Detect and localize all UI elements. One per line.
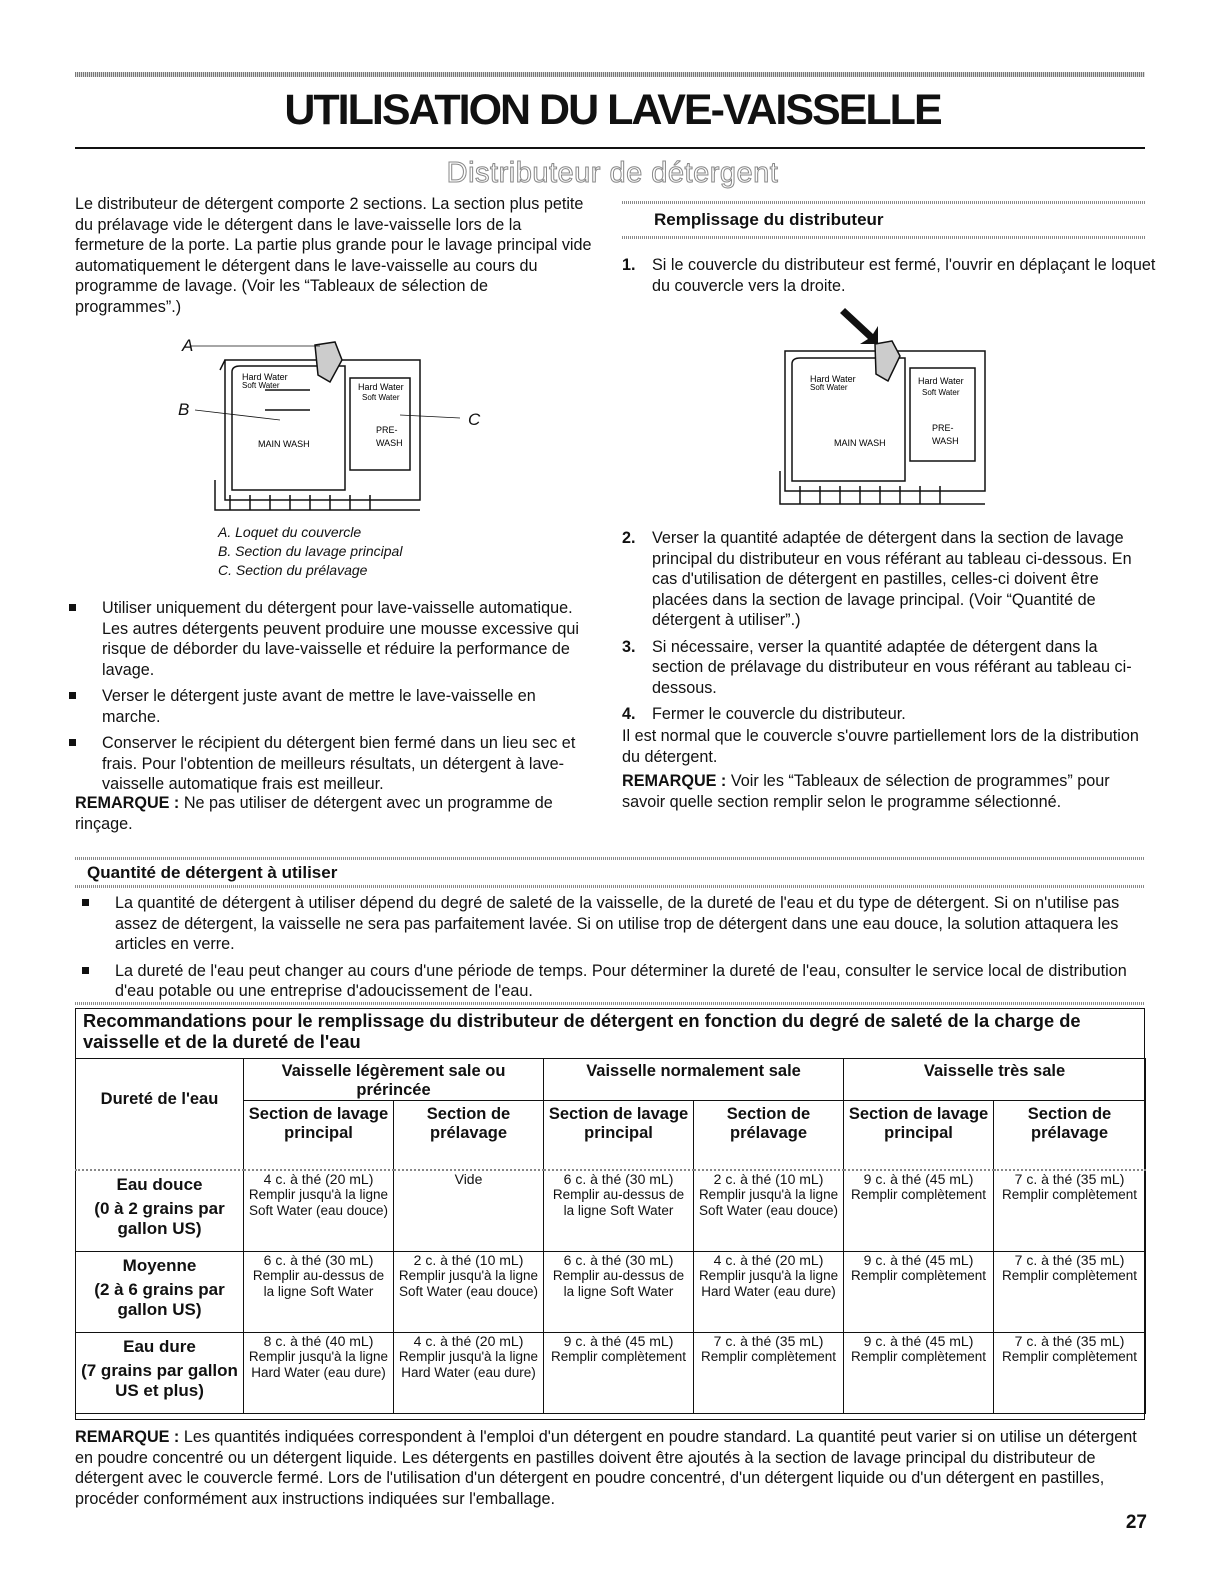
note-text: Les quantités indiquées correspondent à l'emploi d'un détergent en poudre standard. La quantité peut varier si on utilise un détergent en poudre concentré ou un détergent liquide. Les détergents en pastilles doivent être ajoutés à la section de lavage principal du distributeur de détergent avec le couvercle fermé. Lors de l'utilisation d'un détergent en poudre concentré, d'un détergent liquide ou d'un détergent en pastilles, procéder conformément aux instructions indiquées sur l'emballage.: [75, 1428, 1137, 1508]
note-label: REMARQUE :: [75, 794, 180, 812]
divider: [75, 857, 1145, 860]
table-row: [76, 1333, 1146, 1414]
table-cell: 9 c. à thé (45 mL) Remplir complètement: [844, 1170, 994, 1252]
main-wash-label: MAIN WASH: [258, 439, 310, 449]
hard-water-label-right: Hard Water: [358, 382, 404, 392]
figure-label-a: A: [182, 336, 194, 355]
row-header-hard: Eau dure (7 grains par gallon US et plus): [76, 1333, 244, 1414]
figure-captions: [218, 523, 478, 580]
left-note: [75, 793, 595, 834]
dispenser-figure-arrow: [770, 306, 1030, 511]
pre-label: PRE-: [376, 425, 398, 435]
table-row: [76, 1170, 1146, 1252]
subheader-pre: Section de prélavage: [694, 1101, 844, 1171]
table-cell: 4 c. à thé (20 mL) Remplir jusqu'à la ligne Hard Water (eau dure): [394, 1333, 544, 1414]
top-decorative-bar: [75, 72, 1145, 77]
subheader-main: Section de lavage principal: [544, 1101, 694, 1171]
table-cell: 6 c. à thé (30 mL) Remplir au-dessus de la ligne Soft Water: [544, 1252, 694, 1333]
caption-c: C. Section du prélavage: [218, 562, 368, 578]
left-bullet-list: [65, 598, 595, 801]
caption-a: A. Loquet du couvercle: [218, 524, 362, 540]
note-label: REMARQUE :: [622, 772, 727, 790]
subheader-pre: Section de prélavage: [394, 1101, 544, 1171]
table-cell: 7 c. à thé (35 mL) Remplir complètement: [994, 1170, 1146, 1252]
list-item: La dureté de l'eau peut changer au cours d'une période de temps. Pour déterminer la dureté de l'eau, consulter le service local de distribution d'eau potable ou une entreprise d'adoucissement de l'eau.: [78, 961, 1133, 1002]
wash-label: WASH: [376, 438, 403, 448]
divider: [622, 236, 1145, 239]
table-cell: 4 c. à thé (20 mL) Remplir jusqu'à la ligne Hard Water (eau dure): [694, 1252, 844, 1333]
step-number: 3.: [622, 637, 636, 656]
step-text: Verser la quantité adaptée de détergent dans la section de lavage principal du distributeur en vous référant au tableau ci-dessous. En cas d'utilisation de détergent en pastilles, celles-ci doivent être placées dans la section de lavage principal. (Voir “Quantité de détergent à utiliser”.): [652, 529, 1132, 629]
page-title: UTILISATION DU LAVE-VAISSELLE: [284, 86, 941, 134]
table-cell: 6 c. à thé (30 mL) Remplir au-dessus de la ligne Soft Water: [244, 1252, 394, 1333]
hard-water-label-left: Hard Water: [810, 374, 856, 384]
table-cell: 9 c. à thé (45 mL) Remplir complètement: [844, 1252, 994, 1333]
table-cell: 7 c. à thé (35 mL) Remplir complètement: [694, 1333, 844, 1414]
table-title: Recommandations pour le remplissage du distributeur de détergent en fonction du degré de saleté de la charge de vaisselle et de la dureté de l'eau: [83, 1010, 1081, 1052]
quantity-heading: Quantité de détergent à utiliser: [87, 863, 338, 882]
arrow-icon: [840, 308, 878, 344]
title-rule: [75, 147, 1145, 149]
table-cell: Vide: [394, 1170, 544, 1252]
figure-label-c: C: [468, 410, 481, 429]
subheader-main: Section de lavage principal: [844, 1101, 994, 1171]
wash-label: WASH: [932, 436, 959, 446]
table-header-row: [76, 1059, 1146, 1101]
soft-water-label-left: Soft Water: [242, 381, 280, 390]
step-number: 4.: [622, 705, 636, 723]
section-title: Distributeur de détergent: [446, 157, 779, 189]
table-cell: 9 c. à thé (45 mL) Remplir complètement: [844, 1333, 994, 1414]
table-cell: 7 c. à thé (35 mL) Remplir complètement: [994, 1252, 1146, 1333]
table-row: [76, 1252, 1146, 1333]
step-2: [622, 528, 1142, 631]
list-item: Utiliser uniquement du détergent pour lave-vaisselle automatique. Les autres détergents peuvent produire une mousse excessive qui risque de déborder du lave-vaisselle et réduire la performance de lavage.: [65, 598, 595, 680]
footer-note: [75, 1427, 1145, 1509]
dispenser-figure-labeled: [170, 330, 490, 520]
right-heading: Remplissage du distributeur: [654, 210, 884, 229]
pre-label: PRE-: [932, 423, 954, 433]
hard-water-label-right: Hard Water: [918, 376, 964, 386]
table-cell: 7 c. à thé (35 mL) Remplir complètement: [994, 1333, 1146, 1414]
list-item: Conserver le récipient du détergent bien fermé dans un lieu sec et frais. Pour l'obtention de meilleurs résultats, un détergent à lave-vaisselle automatique frais est meilleur.: [65, 733, 595, 795]
soft-water-label-right: Soft Water: [362, 393, 400, 402]
table-cell: 8 c. à thé (40 mL) Remplir jusqu'à la ligne Hard Water (eau dure): [244, 1333, 394, 1414]
caption-b: B. Section du lavage principal: [218, 543, 403, 559]
step-4: [622, 704, 1142, 725]
divider: [622, 201, 1145, 204]
recommendations-table: [75, 1058, 1146, 1414]
page-number: 27: [1125, 1512, 1147, 1533]
main-wash-label: MAIN WASH: [834, 438, 886, 448]
group-header-heavy: Vaisselle très sale: [844, 1059, 1146, 1101]
step-text: Si le couvercle du distributeur est fermé, l'ouvrir en déplaçant le loquet du couvercle vers la droite.: [652, 256, 1156, 295]
table-cell: 4 c. à thé (20 mL) Remplir jusqu'à la ligne Soft Water (eau douce): [244, 1170, 394, 1252]
divider: [75, 1002, 1145, 1005]
row-header-soft: Eau douce (0 à 2 grains par gallon US): [76, 1170, 244, 1252]
step-number: 1.: [622, 256, 636, 274]
divider: [75, 885, 1145, 888]
note-text: Voir les “Tableaux de sélection de programmes” pour savoir quelle section remplir selon le programme sélectionné.: [622, 772, 1110, 811]
intro-paragraph: Le distributeur de détergent comporte 2 sections. La section plus petite du prélavage vide le détergent dans le lave-vaisselle lors de la fermeture de la porte. La partie plus grande pour le lavage principal vide automatiquement le détergent dans le lave-vaisselle au cours du programme de lavage. (Voir les “Tableaux de sélection de programmes”.): [75, 195, 592, 316]
note-text: Ne pas utiliser de détergent avec un programme de rinçage.: [75, 794, 553, 833]
step-number: 2.: [622, 529, 636, 547]
figure-label-b: B: [178, 400, 190, 419]
step-text: Fermer le couvercle du distributeur.: [652, 705, 906, 723]
step-1: [622, 255, 1172, 296]
step-3: [622, 637, 1142, 699]
normal-behaviour-text: Il est normal que le couvercle s'ouvre partiellement lors de la distribution du détergent.: [622, 727, 1139, 766]
list-item: Verser le détergent juste avant de mettre le lave-vaisselle en marche.: [65, 686, 595, 727]
subheader-main: Section de lavage principal: [244, 1101, 394, 1171]
group-header-light: Vaisselle légèrement sale ou prérincée: [244, 1059, 544, 1101]
soft-water-label-left: Soft Water: [810, 383, 848, 392]
table-cell: 2 c. à thé (10 mL) Remplir jusqu'à la ligne Soft Water (eau douce): [694, 1170, 844, 1252]
right-steps: [622, 528, 1142, 731]
dispenser-illustration: [170, 330, 490, 520]
dispenser-illustration-open: [770, 306, 1030, 511]
row-header-medium: Moyenne (2 à 6 grains par gallon US): [76, 1252, 244, 1333]
step-text: Si nécessaire, verser la quantité adaptée de détergent dans la section de prélavage du distributeur en vous référant au tableau ci-dessous.: [652, 637, 1132, 697]
hard-water-label-left: Hard Water: [242, 372, 288, 382]
column-header-water: Dureté de l'eau: [76, 1059, 244, 1171]
table-cell: 6 c. à thé (30 mL) Remplir au-dessus de la ligne Soft Water: [544, 1170, 694, 1252]
right-note: [622, 771, 1142, 812]
soft-water-label-right: Soft Water: [922, 388, 960, 397]
subheader-pre: Section de prélavage: [994, 1101, 1146, 1171]
table-cell: 2 c. à thé (10 mL) Remplir jusqu'à la ligne Soft Water (eau douce): [394, 1252, 544, 1333]
table-cell: 9 c. à thé (45 mL) Remplir complètement: [544, 1333, 694, 1414]
quantity-bullet-list: [78, 893, 1133, 1008]
list-item: La quantité de détergent à utiliser dépend du degré de saleté de la vaisselle, de la dureté de l'eau et du type de détergent. Si on n'utilise pas assez de détergent, la vaisselle ne sera pas parfaitement lavée. Si on utilise trop de détergent dans une eau douce, la solution attaquera les articles en verre.: [78, 893, 1133, 955]
group-header-normal: Vaisselle normalement sale: [544, 1059, 844, 1101]
note-label: REMARQUE :: [75, 1428, 180, 1446]
